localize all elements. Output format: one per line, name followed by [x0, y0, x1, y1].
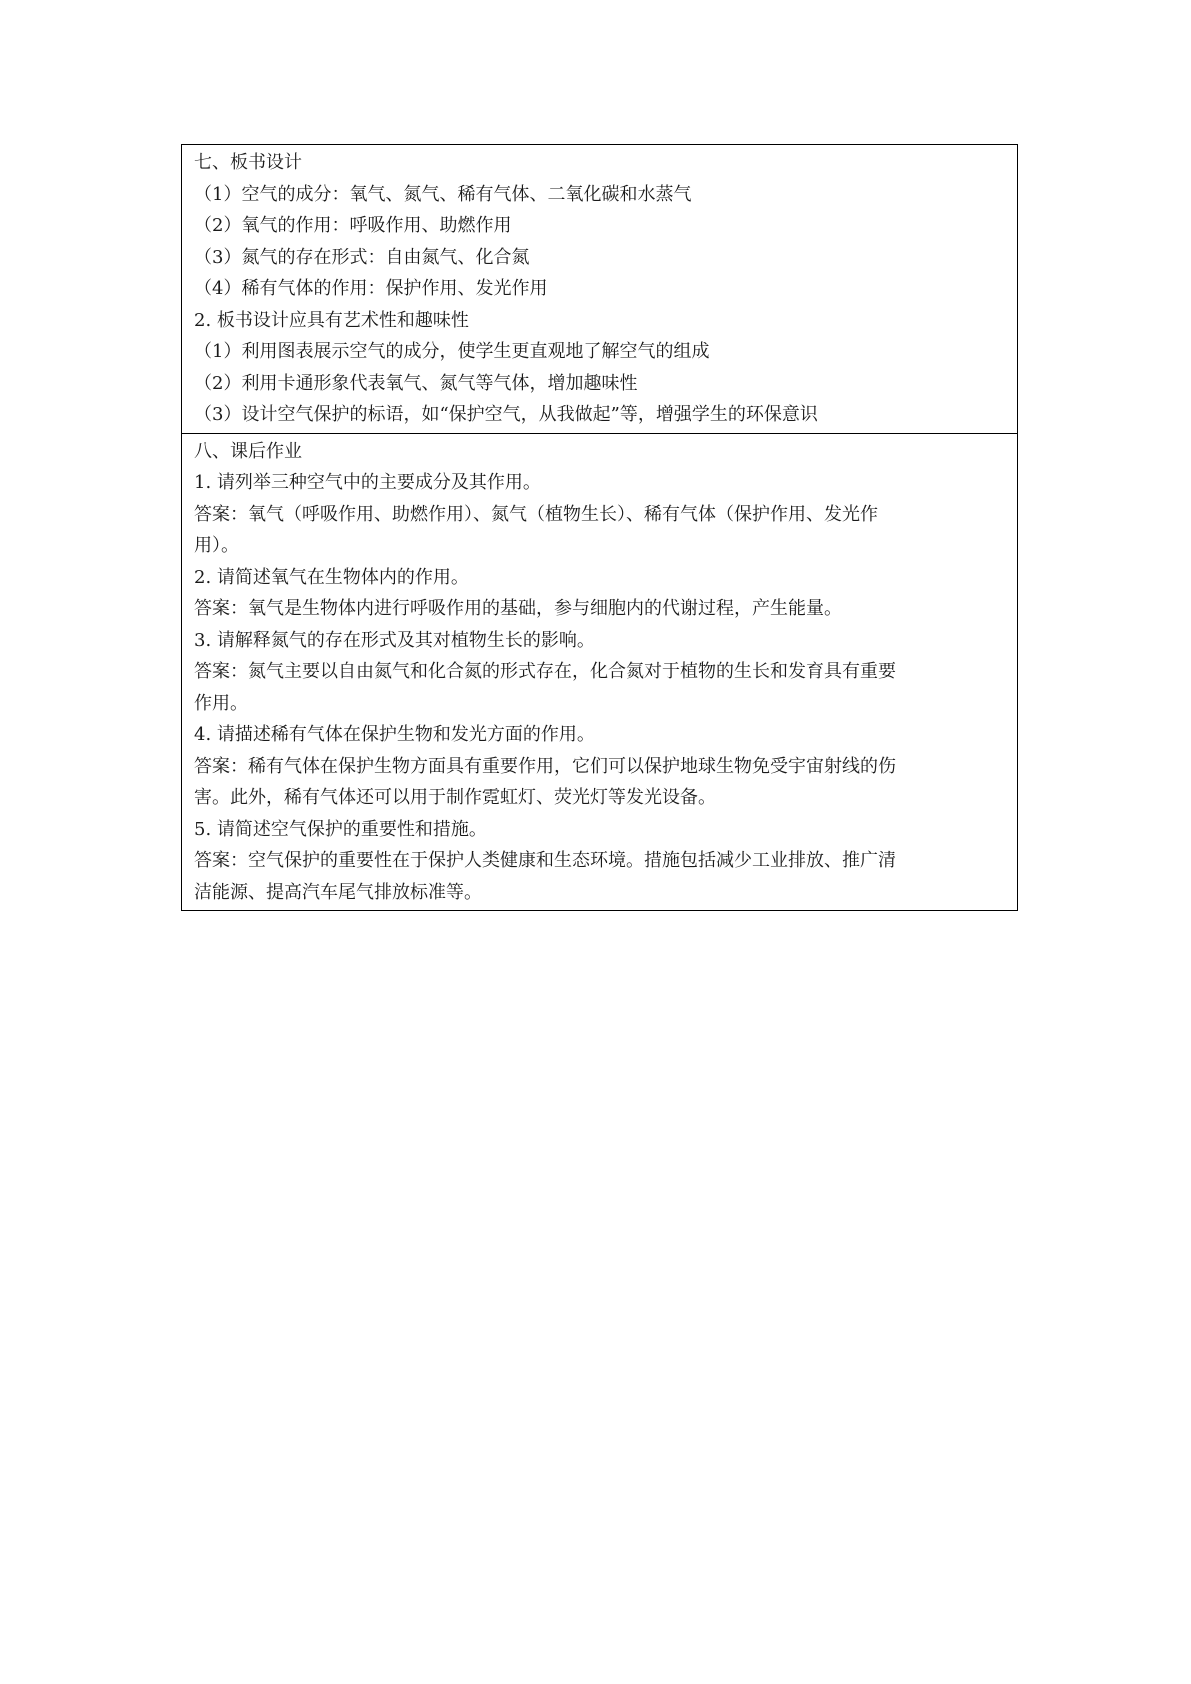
homework-answer-line: 答案：稀有气体在保护生物方面具有重要作用，它们可以保护地球生物免受宇宙射线的伤 [194, 755, 896, 777]
homework-heading: 八、课后作业 [194, 440, 302, 462]
board-design-line: （2）氧气的作用：呼吸作用、助燃作用 [194, 215, 512, 236]
homework-answer-line: 害。此外，稀有气体还可以用于制作霓虹灯、荧光灯等发光设备。 [194, 787, 716, 808]
homework-question: 3. 请解释氮气的存在形式及其对植物生长的影响。 [194, 629, 595, 651]
board-design-line: （1）空气的成分：氧气、氮气、稀有气体、二氧化碳和水蒸气 [194, 183, 692, 205]
board-design-line: （3）氮气的存在形式：自由氮气、化合氮 [194, 246, 530, 268]
homework-question: 4. 请描述稀有气体在保护生物和发光方面的作用。 [194, 724, 595, 745]
board-design-line: （2）利用卡通形象代表氧气、氮气等气体，增加趣味性 [194, 372, 638, 394]
homework-question: 2. 请简述氧气在生物体内的作用。 [194, 566, 469, 588]
homework-answer-line: 答案：空气保护的重要性在于保护人类健康和生态环境。措施包括减少工业排放、推广清 [194, 850, 896, 871]
homework-question: 5. 请简述空气保护的重要性和措施。 [194, 818, 487, 840]
homework-answer-line: 用）。 [194, 535, 239, 556]
homework-question: 1. 请列举三种空气中的主要成分及其作用。 [194, 472, 541, 493]
homework-answer-line: 答案：氧气（呼吸作用、助燃作用）、氮气（植物生长）、稀有气体（保护作用、发光作 [194, 503, 878, 525]
homework-answer-line: 洁能源、提高汽车尾气排放标准等。 [194, 881, 482, 903]
board-design-line: （3）设计空气保护的标语，如“保护空气，从我做起”等，增强学生的环保意识 [194, 404, 818, 425]
board-design-line: （1）利用图表展示空气的成分，使学生更直观地了解空气的组成 [194, 341, 710, 362]
homework-answer-line: 作用。 [194, 692, 248, 714]
board-design-heading: 七、板书设计 [194, 152, 302, 173]
homework-answer-line: 答案：氮气主要以自由氮气和化合氮的形式存在，化合氮对于植物的生长和发育具有重要 [194, 661, 896, 682]
homework-cell [182, 433, 1018, 911]
board-design-cell [182, 145, 1018, 434]
lesson-plan-table [181, 144, 1018, 911]
board-design-line: （4）稀有气体的作用：保护作用、发光作用 [194, 278, 548, 299]
board-design-row [182, 145, 1018, 434]
homework-answer-line: 答案：氧气是生物体内进行呼吸作用的基础，参与细胞内的代谢过程，产生能量。 [194, 598, 842, 619]
homework-row [182, 433, 1018, 911]
board-design-line: 2. 板书设计应具有艺术性和趣味性 [194, 309, 469, 331]
